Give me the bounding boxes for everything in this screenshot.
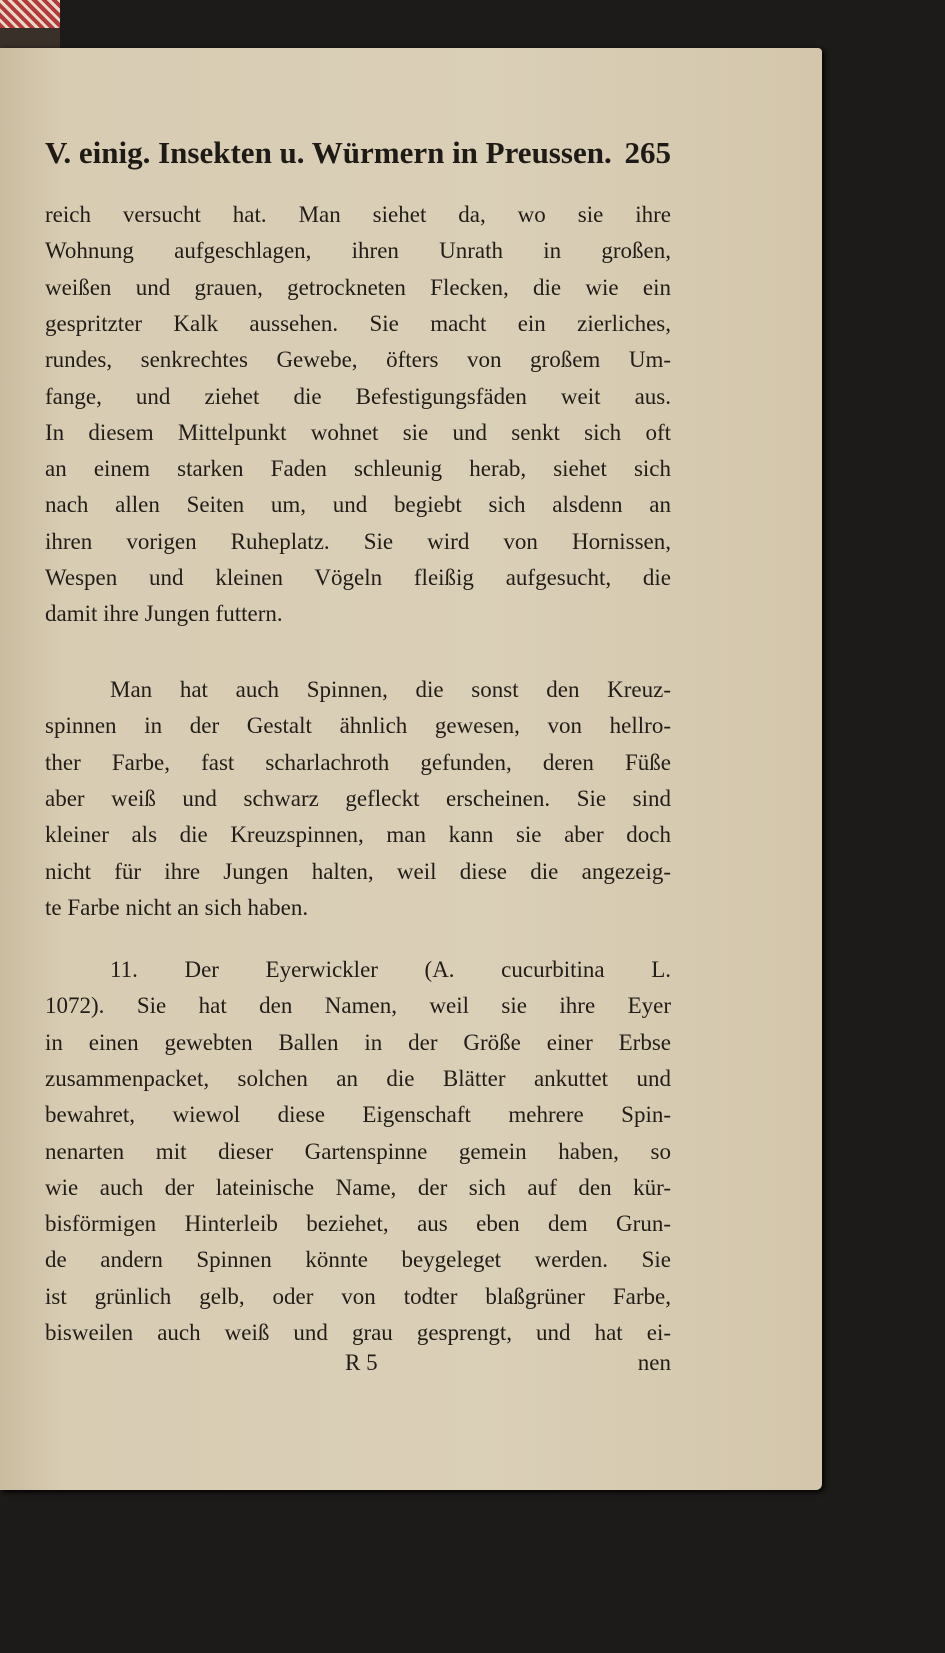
text-line: spinnen in der Gestalt ähnlich gewesen, von hellro- — [45, 713, 671, 739]
text-line: damit ihre Jungen futtern. — [45, 601, 283, 627]
text-line: bewahret, wiewol diese Eigenschaft mehrere Spin- — [45, 1102, 671, 1128]
text-line: kleiner als die Kreuzspinnen, man kann sie aber doch — [45, 822, 671, 848]
text-line: In diesem Mittelpunkt wohnet sie und senkt sich oft — [45, 419, 671, 445]
text-line: nach allen Seiten um, und begiebt sich alsdenn an — [45, 492, 671, 518]
catchword: nen — [637, 1350, 671, 1375]
text-line: nenarten mit dieser Gartenspinne gemein haben, so — [45, 1138, 671, 1164]
header-title: V. einig. Insekten u. Würmern in Preussen. — [45, 135, 612, 170]
text-line: ther Farbe, fast scharlachroth gefunden, deren Füße — [45, 749, 671, 775]
running-header — [45, 135, 671, 171]
text-line: ist grünlich gelb, oder von todter blaßgrüner Farbe, — [45, 1283, 671, 1309]
text-line: bisweilen auch weiß und grau gesprengt, und hat ei- — [45, 1320, 671, 1345]
text-line: gespritzter Kalk aussehen. Sie macht ein zierliches, — [45, 310, 671, 336]
signature-mark: R 5 — [345, 1350, 378, 1375]
text-line: aber weiß und schwarz gefleckt erscheinen. Sie sind — [45, 785, 671, 811]
text-line: te Farbe nicht an sich haben. — [45, 894, 309, 920]
text-line: fange, und ziehet die Befestigungsfäden weit aus. — [45, 383, 671, 409]
text-line: nicht für ihre Jungen halten, weil diese die angezeig- — [45, 858, 671, 884]
page-number: 265 — [624, 135, 671, 170]
text-line: 11. Der Eyerwickler (A. cucurbitina L. — [110, 957, 671, 982]
text-line: zusammenpacket, solchen an die Blätter ankuttet und — [45, 1065, 671, 1091]
text-line: Wespen und kleinen Vögeln fleißig aufgesucht, die — [45, 565, 671, 590]
text-line: ihren vorigen Ruheplatz. Sie wird von Hornissen, — [45, 528, 671, 554]
text-line: reich versucht hat. Man siehet da, wo sie ihre — [45, 202, 671, 227]
text-line: an einem starken Faden schleunig herab, siehet sich — [45, 456, 671, 482]
book-edge — [0, 0, 60, 48]
text-line: de andern Spinnen könnte beygeleget werden. Sie — [45, 1247, 671, 1273]
text-line: weißen und grauen, getrockneten Flecken, die wie ein — [45, 274, 671, 300]
text-line: rundes, senkrechtes Gewebe, öfters von großem Um- — [45, 347, 671, 373]
bookmark-ribbon — [0, 0, 60, 28]
text-line: bisförmigen Hinterleib beziehet, aus eben dem Grun- — [45, 1211, 671, 1237]
text-line: wie auch der lateinische Name, der sich auf den kür- — [45, 1174, 671, 1200]
text-line: Wohnung aufgeschlagen, ihren Unrath in großen, — [45, 238, 671, 264]
text-line: Man hat auch Spinnen, die sonst den Kreuz- — [110, 677, 671, 702]
text-line: 1072). Sie hat den Namen, weil sie ihre Eyer — [45, 993, 671, 1019]
text-line: in einen gewebten Ballen in der Größe einer Erbse — [45, 1029, 671, 1055]
